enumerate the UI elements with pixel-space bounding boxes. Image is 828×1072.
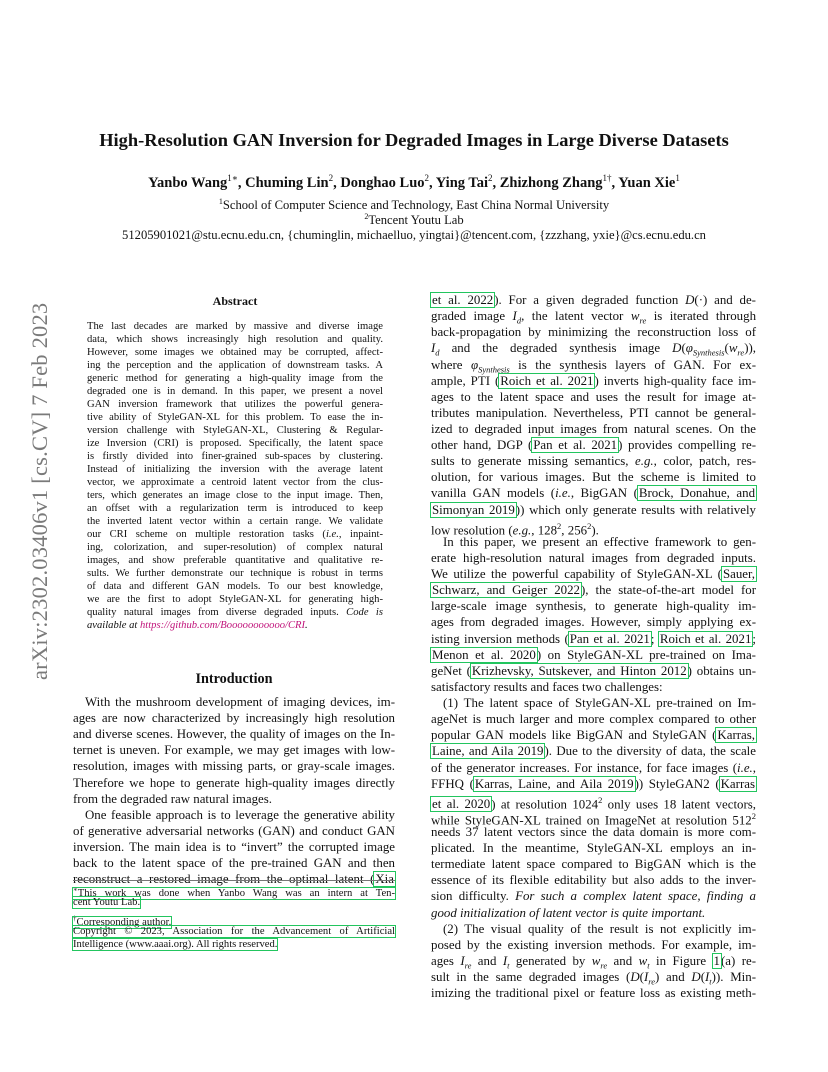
right-column-line: sult in the same degraded images ($D(I_{re})$ and $D(I_t)$). Min-: [431, 970, 756, 987]
right-column-line: In this paper, we present an effective framework to gen-: [443, 534, 756, 549]
right-column-line: ages to the latent space and uses the result for image at-: [431, 389, 756, 404]
footnote-mark: ∗: [73, 885, 78, 893]
author-affil-mark: 2: [424, 173, 430, 183]
intro-line: resolution, images with missing parts, or gray-scale images.: [73, 759, 395, 774]
citation-link[interactable]: Roich et al. 2021: [500, 373, 594, 388]
right-column-line: essence of its flexible editability but also adds to the inver-: [431, 873, 756, 888]
right-column-line: ages $I_{re}$ and $I_t$ generated by $w_{re}$ and $w_t$ in Figure 1(a) re-: [431, 953, 756, 971]
right-column-line: plicated. In the meantime, StyleGAN-XL employs an in-: [431, 841, 756, 856]
author-affil-mark: 2: [488, 173, 493, 183]
abstract-line: quality natural images from diverse degraded inputs. Code is: [87, 607, 383, 618]
citation-link[interactable]: Menon et al. 2020: [432, 647, 536, 662]
right-column-line: et al. 2020) at resolution 1024$^2$ only uses 18 latent vectors,: [432, 794, 756, 811]
footnote-text: cent Youtu Lab.: [73, 897, 141, 908]
right-column-line: satisfactory results and faces two challenges:: [431, 679, 663, 694]
abstract-line: the inverted latent vector within a certain range. We validate: [87, 516, 383, 527]
affil-mark: 2: [364, 212, 369, 221]
citation-link[interactable]: et al. 2022: [432, 293, 494, 307]
abstract-line: GAN inversion framework that utilizes the powerful genera-: [87, 399, 383, 410]
copyright-text: Intelligence (www.aaai.org). All rights reserved.: [73, 939, 278, 950]
right-column-line: good initialization of latent vector is quite important.: [431, 905, 706, 920]
citation-link[interactable]: Pan et al. 2021: [569, 631, 650, 646]
author-name: Zhizhong Zhang: [499, 174, 603, 191]
abstract-line: However, some images we obtained may be corrupted, affect-: [87, 347, 383, 358]
intro-line: of generative adversarial networks (GAN) and conduct GAN: [73, 823, 395, 838]
right-column-line: $I_d$ and the degraded synthesis image $D(\varphi_{Synthesis}(w_{re}))$,: [431, 341, 756, 358]
copyright-line-2: [73, 938, 395, 951]
right-column-line: (2) The visual quality of the result is not explicitly im-: [443, 921, 756, 936]
citation-link[interactable]: Krizhevsky, Sutskever, and Hinton 2012: [471, 663, 687, 678]
right-column-line: ageNet is much larger and more complex compared to other: [431, 712, 756, 727]
abstract-line: ing the perception and the application of downstream tasks. A: [87, 360, 383, 371]
abstract-line: available at https://github.com/Booooooooooo/CRI.: [87, 620, 308, 631]
footnote-text: This work was done when Yanbo Wang was an intern at Ten-: [77, 887, 395, 899]
author-list: Yanbo Wang$^{1∗}$, Chuming Lin$^2$, Donghao Luo$^2$, Ying Tai$^2$, Zhizhong Zhang$^{1\dagger}$, Yuan Xie$^1$: [148, 173, 680, 191]
author-affil-mark: 2: [328, 173, 334, 183]
affil-mark: 1: [218, 197, 223, 206]
right-column-line: of the generator increases. For instance, for face images (i.e.,: [431, 760, 756, 775]
author-emails: 51205901021@stu.ecnu.edu.cn, {chuminglin, michaelluo, yingtai}@tencent.com, {zzzhang, yxie}@cs.ecnu.edu.cn: [122, 228, 706, 242]
right-column-line: back-propagation by minimizing the reconstruction loss of: [431, 325, 756, 340]
citation-link[interactable]: Schwarz, and Geiger 2022: [432, 583, 580, 598]
intro-line: With the mushroom development of imaging devices, im-: [85, 695, 395, 709]
citation-link[interactable]: Brock, Donahue, and: [638, 486, 756, 501]
right-column-line: olution, for various images. But the scheme is limited to: [431, 470, 756, 485]
abstract-line: an offset with a regularization term is introduced to keep: [87, 503, 383, 514]
abstract-line: data, which shows increasingly high resolution and quality.: [87, 334, 383, 345]
abstract-line: sults. We further demonstrate our technique is robust in terms: [87, 568, 383, 579]
citation-link[interactable]: Pan et al. 2021: [533, 438, 618, 453]
author-affil-mark: 1†: [602, 173, 612, 183]
abstract-line: we are the first to adopt StyleGAN-XL for generating high-: [87, 594, 383, 605]
right-column-line: termediate latent space compared to BigGAN which is the: [431, 857, 756, 872]
right-column-line: ages from degraded images. However, simply applying ex-: [431, 615, 756, 630]
copyright-line-1: [73, 925, 395, 938]
right-column-line: low resolution (e.g., $128^2$, $256^2$).: [431, 520, 599, 537]
intro-line: One feasible approach is to leverage the generative ability: [85, 807, 395, 822]
abstract-line: Instead of initializing the inversion with the average latent: [87, 464, 383, 475]
citation-link[interactable]: Xia: [375, 872, 394, 887]
abstract-line: The last decades are marked by massive and diverse image: [87, 321, 383, 332]
right-column-line: imizing the traditional pixel or feature loss as existing meth-: [431, 986, 756, 1001]
right-column-line: posed by the existing inversion methods. For example, im-: [431, 937, 756, 952]
right-column-line: while StyleGAN-XL trained on ImageNet at resolution $512^2$: [431, 810, 756, 828]
author-name: Yanbo Wang: [148, 174, 228, 191]
right-column-line: isting inversion methods (Pan et al. 2021; Roich et al. 2021;: [431, 631, 756, 646]
citation-link[interactable]: Karras: [720, 776, 755, 791]
right-column-line: Laine, and Aila 2019). Due to the diversity of data, the scale: [432, 744, 756, 759]
citation-link[interactable]: 1: [713, 953, 720, 968]
author-name: Ying Tai: [435, 174, 489, 191]
footnote-rule: [73, 880, 395, 881]
author-name: Donghao Luo: [340, 174, 425, 191]
right-column-line: other hand, DGP (Pan et al. 2021) provides compelling re-: [431, 438, 756, 453]
affiliation-2: [70, 212, 758, 228]
abstract-line: generic method for generating a high-quality image from the: [87, 373, 383, 384]
footnote-1-cont: [73, 896, 395, 909]
author-affil-mark: 1: [675, 173, 680, 183]
author-affil-mark: 1∗: [227, 173, 238, 183]
right-column-line: vanilla GAN models (i.e., BigGAN (Brock, Donahue, and: [431, 486, 756, 501]
paper-title: High-Resolution GAN Inversion for Degraded Images in Large Diverse Datasets: [99, 130, 729, 150]
introduction-heading: Introduction: [195, 671, 273, 687]
abstract-line: ize Inversion (CRI) is proposed. Specifically, the latent space: [87, 438, 383, 449]
abstract-line: version challenge with StyleGAN-XL, Clustering & Regular-: [87, 425, 383, 436]
affil-text: Tencent Youtu Lab: [368, 213, 464, 228]
right-column-line: popular GAN models like BigGAN and StyleGAN (Karras,: [431, 728, 755, 743]
abstract-line: ters, which generates an image close to the input image. Then,: [87, 490, 383, 501]
right-column-line: FFHQ (Karras, Laine, and Aila 2019)) StyleGAN2 (Karras: [431, 776, 755, 791]
intro-line: ternet is uneven. For example, we may get images with low-: [73, 743, 395, 758]
right-column-line: sults to generate missing semantics, e.g., color, patch, res-: [431, 454, 757, 469]
footnote-mark: †: [73, 914, 77, 922]
citation-link[interactable]: Sauer,: [722, 567, 755, 581]
right-column-line: Simonyan 2019)) which only generate results with relatively: [432, 502, 756, 517]
right-column-line: Schwarz, and Geiger 2022), the state-of-the-art model for: [432, 583, 756, 598]
intro-line: from the degraded raw natural images.: [73, 791, 273, 806]
abstract-line: ing, colorization, and super-resolution) of complex natural: [87, 542, 383, 553]
copyright-text: Copyright © 2023, Association for the Advancement of Artificial: [73, 926, 395, 937]
right-column-line: tributes manipulation. Nevertheless, PTI cannot be general-: [431, 405, 756, 420]
abstract-line: our CRI scheme on multiple restoration tasks (i.e., inpaint-: [87, 529, 384, 540]
right-column-line: Menon et al. 2020) on StyleGAN-XL pre-trained on Ima-: [432, 647, 756, 662]
right-column-line: erate high-resolution natural images from degraded inputs.: [431, 550, 756, 565]
right-column-line: We utilize the powerful capability of StyleGAN-XL (Sauer,: [431, 567, 755, 581]
right-column-line: (1) The latent space of StyleGAN-XL pre-trained on Im-: [443, 696, 756, 710]
abstract-line: tive ability of StyleGAN-XL for this problem. To ease the in-: [87, 412, 383, 423]
citation-link[interactable]: Roich et al. 2021: [659, 631, 752, 646]
right-column-line: ample, PTI (Roich et al. 2021) inverts high-quality face im-: [431, 373, 756, 388]
right-column-line: sion difficulty. For such a complex latent space, finding a: [431, 889, 756, 904]
abstract-line: degraded one is in demand. In this paper, we present a novel: [87, 386, 383, 397]
abstract-line: images, and show preferable quantitative and qualitative re-: [87, 555, 383, 566]
affil-text: School of Computer Science and Technology, East China Normal University: [222, 198, 610, 213]
citation-link[interactable]: Simonyan 2019: [432, 502, 515, 517]
right-column-line: ized to degraded input images from natural scenes. On the: [431, 422, 756, 436]
right-column-line: et al. 2022). For a given degraded function D(·) and de-: [432, 293, 756, 307]
right-column-line: geNet (Krizhevsky, Sutskever, and Hinton 2012) obtains un-: [431, 663, 756, 678]
citation-link[interactable]: Karras, Laine, and Aila 2019: [474, 776, 634, 791]
affiliation-1: [70, 197, 758, 213]
abstract-line: is firstly divided into finer-grained sub-spaces by clustering.: [87, 451, 383, 462]
right-column-line: large-scale image synthesis, to generate high-quality im-: [431, 599, 756, 614]
abstract-heading: Abstract: [212, 294, 258, 308]
intro-line: ages are now characterized by increasingly high resolution: [73, 711, 395, 726]
intro-line: back to the latent space of the pre-trained GAN and then: [73, 856, 395, 870]
abstract-line: vector, we approximate a centroid latent vector from the clus-: [87, 477, 383, 488]
citation-link[interactable]: Laine, and Aila 2019: [432, 744, 544, 759]
intro-line: reconstruct a restored image from the optimal latent (Xia: [73, 872, 394, 887]
arxiv-identifier: arXiv:2302.03406v1 [cs.CV] 7 Feb 2023: [27, 302, 52, 680]
intro-line: inversion. The main idea is to “invert” the corrupted image: [73, 839, 395, 854]
abstract-line: of data and different GAN models. To our best knowledge,: [87, 581, 383, 592]
author-name: Yuan Xie: [618, 174, 676, 191]
code-link[interactable]: https://github.com/Booooooooooo/CRI: [139, 620, 306, 631]
author-name: Chuming Lin: [245, 174, 329, 191]
citation-link[interactable]: et al. 2020: [432, 796, 491, 811]
right-column-line: graded image $I_d$, the latent vector $w_{re}$ is iterated through: [431, 309, 757, 326]
footnote-text: Corresponding author.: [76, 916, 172, 928]
intro-line: Therefore we hope to generate high-quality images directly: [73, 775, 395, 790]
intro-line: and diverse scenes. However, the quality of images on the In-: [73, 727, 395, 742]
right-column-line: needs 37 latent vectors since the data domain is more com-: [431, 825, 756, 839]
citation-link[interactable]: Karras,: [717, 728, 755, 743]
right-column-line: where $\varphi_{Synthesis}$ is the synthesis layers of GAN. For ex-: [431, 357, 756, 375]
